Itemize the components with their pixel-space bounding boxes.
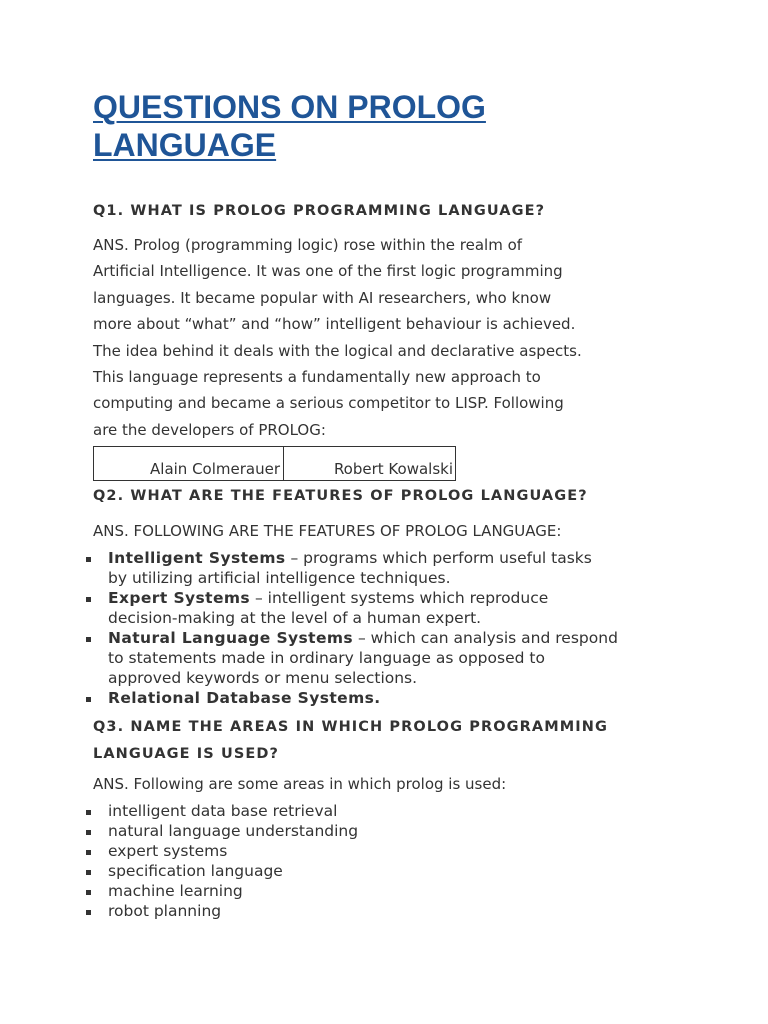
developers-table [93,446,456,481]
feature-description: – intelligent systems which reproduce [250,589,549,607]
answer-1-line: ANS. Prolog (programming logic) rose within the realm of [93,236,523,254]
list-item [0,548,688,588]
answer-3-intro: ANS. Following are some areas in which prolog is used: [93,775,507,793]
features-list [0,548,768,708]
area-text: natural language understanding [108,822,359,840]
question-1-heading: Q1. WHAT IS PROLOG PROGRAMMING LANGUAGE? [93,203,546,219]
list-item [0,841,768,861]
developer-cell: Alain Colmerauer [94,447,284,481]
answer-1-line: This language represents a fundamentally new approach to [93,368,541,387]
feature-term: Natural Language Systems [108,629,354,647]
title-line-1: QUESTIONS ON PROLOG [93,89,486,125]
square-bullet-icon [86,697,91,702]
square-bullet-icon [86,597,91,602]
developers-row [94,447,456,481]
square-bullet-icon [86,830,91,835]
area-text: intelligent data base retrieval [108,802,338,820]
square-bullet-icon [86,850,91,855]
list-item [0,688,688,708]
feature-description: to statements made in ordinary language as opposed to [108,649,545,667]
answer-1-line: more about “what” and “how” intelligent behaviour is achieved. [93,315,576,334]
feature-term: Expert Systems [108,589,251,607]
list-item [0,801,768,821]
feature-term: Intelligent Systems [108,549,286,567]
feature-description: approved keywords or menu selections. [108,669,418,687]
developer-cell: Robert Kowalski [284,447,456,481]
feature-description: decision-making at the level of a human expert. [108,609,482,627]
square-bullet-icon [86,870,91,875]
answer-1-paragraph [93,232,582,443]
answer-2-intro: ANS. FOLLOWING ARE THE FEATURES OF PROLOG LANGUAGE: [93,522,562,540]
square-bullet-icon [86,910,91,915]
square-bullet-icon [86,810,91,815]
answer-1-line: are the developers of PROLOG: [93,420,326,439]
feature-description: – which can analysis and respond [353,629,618,647]
square-bullet-icon [86,890,91,895]
list-item [0,901,768,921]
question-3-line: LANGUAGE IS USED? [93,746,280,762]
answer-1-line: languages. It became popular with AI researchers, who know [93,288,552,307]
area-text: expert systems [108,842,228,860]
square-bullet-icon [86,557,91,562]
list-item [0,588,688,628]
answer-1-line: Artificial Intelligence. It was one of the first logic programming [93,262,563,281]
answer-1-line: The idea behind it deals with the logical and declarative aspects. [93,341,582,360]
question-3-heading [93,714,608,768]
feature-description: – programs which perform useful tasks [285,549,592,567]
list-item [0,861,768,881]
list-item [0,821,768,841]
feature-term: Relational Database Systems. [108,689,381,707]
answer-1-line: computing and became a serious competitor to LISP. Following [93,394,564,413]
area-text: machine learning [108,882,243,900]
feature-description: by utilizing artificial intelligence techniques. [108,569,451,587]
square-bullet-icon [86,637,91,642]
list-item [0,628,688,688]
area-text: robot planning [108,902,222,920]
list-item [0,881,768,901]
title-line-2: LANGUAGE [93,127,277,163]
document-title [93,88,693,164]
question-3-line: Q3. NAME THE AREAS IN WHICH PROLOG PROGRAMMING [93,719,609,735]
areas-list [0,801,768,921]
question-2-heading: Q2. WHAT ARE THE FEATURES OF PROLOG LANGUAGE? [93,488,588,504]
area-text: specification language [108,862,283,880]
